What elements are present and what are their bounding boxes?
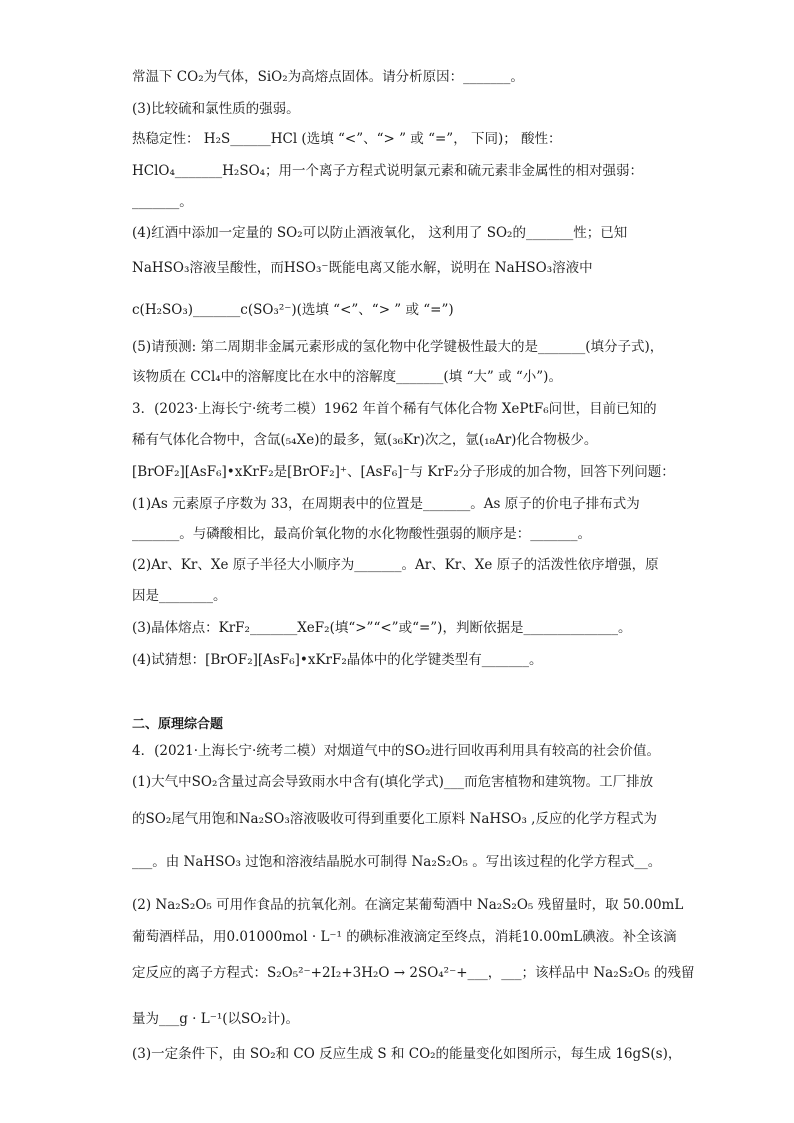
- text-line-8: c(H₂SO₃)_______c(SO₃²⁻)(选填 “<”、“> ” 或 “=”): [132, 302, 454, 318]
- text-line-11: 3．(2023·上海长宁·统考二模）1962 年首个稀有气体化合物 XePtF₆问世，目前已知的: [132, 401, 657, 417]
- text-line-16: (2)Ar、Kr、Xe 原子半径大小顺序为_______。Ar、Kr、Xe 原子的活泼性依序增强，原: [132, 557, 659, 573]
- text-line-18: (3)晶体熔点：KrF₂_______XeF₂(填“>”“<”或“=”)，判断依据是______________。: [132, 620, 632, 636]
- text-line-26: 葡萄酒样品，用0.01000mol · L⁻¹ 的碘标准液滴定至终点，消耗10.00mL碘液。补全该滴: [132, 929, 677, 945]
- text-line-13: [BrOF₂][AsF₆]•xKrF₂是[BrOF₂]⁺、[AsF₆]⁻与 KrF₂分子形成的加合物，回答下列问题：: [132, 464, 675, 480]
- text-line-27: 定反应的离子方程式：S₂O₅²⁻+2I₂+3H₂O → 2SO₄²⁻+___，___；该样品中 Na₂S₂O₅ 的残留: [132, 965, 695, 981]
- text-line-10: 该物质在 CCl₄中的溶解度比在水中的溶解度_______(填 “大” 或 “小”)。: [132, 369, 562, 385]
- text-line-6: (4)红酒中添加一定量的 SO₂可以防止酒液氧化， 这利用了 SO₂的_______性；已知: [132, 225, 628, 241]
- text-line-17: 因是________。: [132, 588, 227, 604]
- text-line-15: _______。与磷酸相比，最高价氧化物的水化物酸性强弱的顺序是：_______。: [132, 526, 591, 542]
- text-line-29: (3)一定条件下，由 SO₂和 CO 反应生成 S 和 CO₂的能量变化如图所示，每生成 16gS(s)，: [132, 1046, 682, 1062]
- text-line-25: (2) Na₂S₂O₅ 可用作食品的抗氧化剂。在滴定某葡萄酒中 Na₂S₂O₅ 残留量时，取 50.00mL: [132, 897, 684, 913]
- section-heading: 二、原理综合题: [132, 717, 224, 732]
- text-line-19: (4)试猜想：[BrOF₂][AsF₆]•xKrF₂晶体中的化学键类型有_______。: [132, 652, 543, 668]
- text-line-4: HClO₄_______H₂SO₄；用一个离子方程式说明氯元素和硫元素非金属性的相对强弱：: [132, 163, 644, 179]
- text-line-23: 的SO₂尾气用饱和Na₂SO₃溶液吸收可得到重要化工原料 NaHSO₃ ,反应的化学方程式为: [132, 811, 657, 827]
- text-line-5: _______。: [132, 194, 193, 210]
- text-line-24: ___。由 NaHSO₃ 过饱和溶液结晶脱水可制得 Na₂S₂O₅ 。写出该过程的化学方程式__。: [132, 854, 662, 870]
- text-line-3: 热稳定性： H₂S______HCl (选填 “<”、“> ” 或 “=”， 下同)； 酸性：: [132, 131, 562, 147]
- text-line-2: (3)比较硫和氯性质的强弱。: [132, 101, 300, 117]
- text-line-21: 4．(2021·上海长宁·统考二模）对烟道气中的SO₂进行回收再利用具有较高的社会价值。: [132, 743, 661, 759]
- text-line-9: (5)请预测: 第二周期非金属元素形成的氢化物中化学键极性最大的是_______(填分子式)，: [132, 339, 664, 355]
- text-line-22: (1)大气中SO₂含量过高会导致雨水中含有(填化学式)___而危害植物和建筑物。工厂排放: [132, 774, 654, 790]
- text-line-7: NaHSO₃溶液呈酸性，而HSO₃⁻既能电离又能水解，说明在 NaHSO₃溶液中: [132, 260, 593, 276]
- text-line-28: 量为___g · L⁻¹(以SO₂计)。: [132, 1011, 300, 1027]
- text-line-14: (1)As 元素原子序数为 33，在周期表中的位置是_______。As 原子的价电子排布式为: [132, 496, 640, 512]
- text-line-1: 常温下 CO₂为气体，SiO₂为高熔点固体。请分析原因：_______。: [132, 69, 524, 85]
- text-line-12: 稀有气体化合物中，含氙(₅₄Xe)的最多，氪(₃₆Kr)次之，氩(₁₈Ar)化合物极少。: [132, 432, 598, 448]
